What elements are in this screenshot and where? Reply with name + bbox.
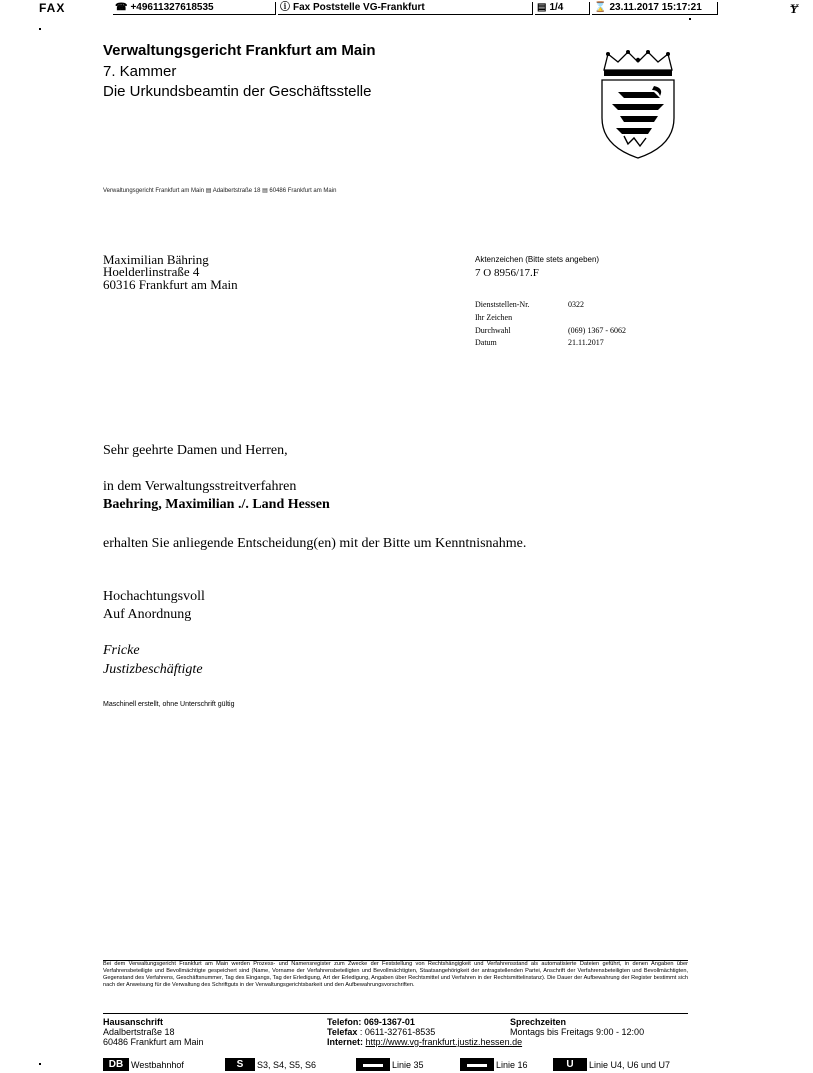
coat-of-arms-icon [594, 48, 682, 160]
meta-key: Durchwahl [475, 326, 511, 335]
proceeding-intro: in dem Verwaltungsstreitverfahren [103, 479, 297, 494]
meta-value: (069) 1367 - 6062 [568, 326, 626, 335]
sbahn-icon: S [225, 1058, 255, 1071]
footer-address [103, 1017, 204, 1047]
fax-sender-name: Fax Poststelle VG-Frankfurt [293, 2, 425, 13]
scan-dot [689, 18, 691, 20]
scan-dot [39, 28, 41, 30]
meta-key: Datum [475, 338, 497, 347]
transit-row [103, 1058, 703, 1072]
meta-value: 0322 [568, 300, 584, 309]
hours-heading: Sprechzeiten [510, 1017, 567, 1027]
closing-order: Auf Anordnung [103, 607, 192, 622]
footer-hours [510, 1017, 644, 1037]
salutation: Sehr geehrte Damen und Herren, [103, 443, 288, 458]
machine-generated-note: Maschinell erstellt, ohne Unterschrift gültig [103, 701, 235, 708]
meta-key: Dienststellen-Nr. [475, 300, 530, 309]
footer-divider [103, 1013, 688, 1014]
fax-timestamp: 23.11.2017 15:17:21 [609, 2, 702, 13]
bus-icon: ▬▬ [356, 1058, 390, 1071]
fax-page-count: 1/4 [549, 2, 564, 13]
return-address: Verwaltungsgericht Frankfurt am Main ▤ Adalbertstraße 18 ▤ 60486 Frankfurt am Main [103, 188, 337, 194]
transit-label: Westbahnhof [131, 1060, 184, 1070]
court-name: Verwaltungsgericht Frankfurt am Main [103, 42, 376, 59]
fax-label: FAX [39, 1, 66, 15]
fax-header [0, 0, 813, 16]
case-parties: Baehring, Maximilian ./. Land Hessen [103, 497, 330, 512]
closing-greeting: Hochachtungsvoll [103, 589, 205, 604]
transit-item-tram [460, 1058, 528, 1072]
recipient-name: Maximilian Bähring [103, 252, 209, 267]
meta-row-direct-dial [475, 326, 675, 336]
address-heading: Hausanschrift [103, 1017, 164, 1027]
phone-label: Telefon [327, 1017, 359, 1027]
address-line: Adalbertstraße 18 [103, 1027, 175, 1037]
reference-label: Aktenzeichen (Bitte stets angeben) [475, 255, 600, 264]
info-icon: ⓘ [280, 2, 290, 13]
fax-datetime-field [592, 2, 718, 15]
fax-label: Telefax [327, 1027, 358, 1037]
recipient-city: 60316 Frankfurt am Main [103, 277, 238, 292]
phone-value: : 069-1367-01 [358, 1017, 415, 1027]
transit-label: Linie 16 [496, 1060, 528, 1070]
meta-value: 21.11.2017 [568, 338, 604, 347]
transit-item-bus [356, 1058, 424, 1072]
footer-contact [327, 1017, 522, 1047]
fax-pages-field [535, 2, 590, 15]
meta-row-office-number [475, 300, 675, 310]
meta-key: Ihr Zeichen [475, 313, 513, 322]
fax-mark: Ɏ [790, 1, 798, 16]
signer-name: Fricke [103, 643, 140, 658]
website-link[interactable]: http://www.vg-frankfurt.justiz.hessen.de [365, 1037, 523, 1047]
fax-value: : 0611-32761-8535 [359, 1027, 436, 1037]
ubahn-icon: U [553, 1058, 587, 1071]
privacy-note: Bei dem Verwaltungsgericht Frankfurt am Main werden Prozess- und Namensregister zum Zwecke der Feststellung von Rechtshängigkeit und Verfahrensstand als automatisierte Dateien geführt, in denen Angaben über Verfahrensbeteiligte und Bevollmächtigte gespeichert sind (Name, Vorname der Verfahrensbeteiligten und Bevollmächtigten, Staatsangehörigkeit der antragstellenden Partei, Anschrift der Verfahrensbeteiligten und Bevollmächtigten, Gegenstand des Verfahrens, Geschäftsnummer, Tag des Eingangs, Tag der Erledigung, Art der Erledigung, Angaben über Rechtsmittel und Verfahren in der Rechtsmittelinstanz). Die Dauer der Aufbewahrung der Register bestimmt sich nach der Anweisung für die Verwaltung des Schriftguts in der Verwaltungsgerichtsbarkeit und den Aufbewahrungsvorschriften. [103, 961, 688, 988]
hours-value: Montags bis Freitags 9:00 - 12:00 [510, 1027, 645, 1037]
signer-title: Justizbeschäftigte [103, 662, 203, 677]
decision-text: erhalten Sie anliegende Entscheidung(en) mit der Bitte um Kenntnisnahme. [103, 536, 527, 551]
phone-icon: ☎ [115, 2, 128, 13]
recipient-street: Hoelderlinstraße 4 [103, 264, 200, 279]
db-icon: DB [103, 1058, 129, 1071]
meta-row-date [475, 338, 675, 348]
scan-dot [39, 1063, 41, 1065]
reference-number: 7 O 8956/17.F [475, 267, 539, 279]
fax-phone-field [113, 2, 276, 15]
transit-label: S3, S4, S5, S6 [257, 1060, 317, 1070]
fax-phone-number: +49611327618535 [130, 2, 214, 13]
tram-icon: ▬▬ [460, 1058, 494, 1071]
internet-label: Internet: [327, 1037, 363, 1047]
meta-row-your-reference [475, 313, 675, 323]
address-line: 60486 Frankfurt am Main [103, 1037, 204, 1047]
transit-item-ubahn [553, 1058, 670, 1072]
chamber-name: 7. Kammer [103, 63, 177, 80]
fax-sender-field [278, 2, 533, 15]
transit-label: Linie U4, U6 und U7 [589, 1060, 671, 1070]
transit-item-sbahn [225, 1058, 316, 1072]
hourglass-icon: ⌛ [594, 2, 607, 13]
office-name: Die Urkundsbeamtin der Geschäftsstelle [103, 83, 372, 100]
transit-label: Linie 35 [392, 1060, 424, 1070]
document-icon: ▤ [537, 2, 547, 13]
transit-item-db [103, 1058, 184, 1072]
